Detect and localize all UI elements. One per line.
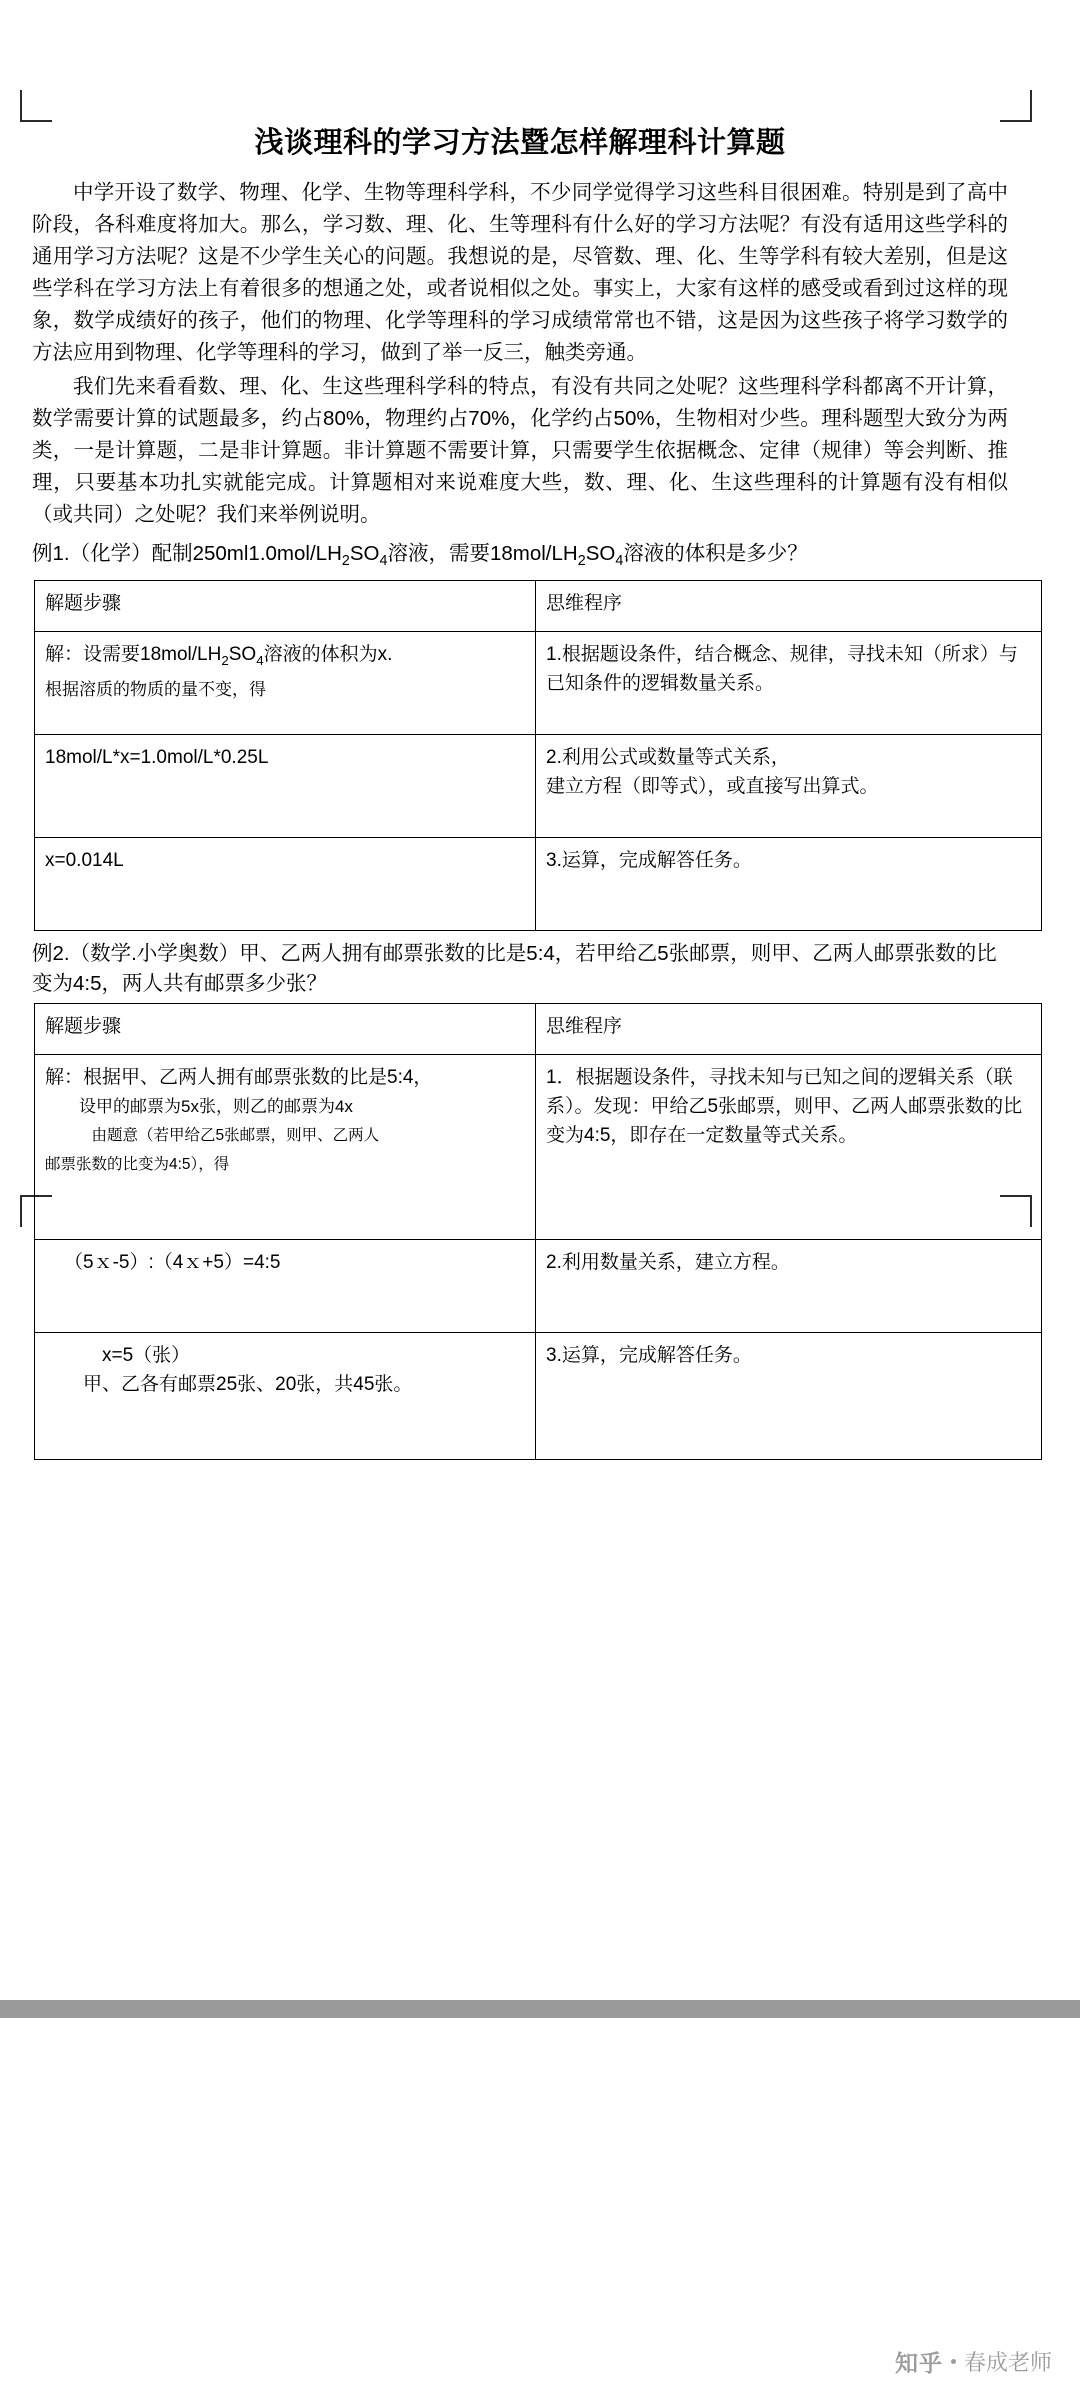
example-1-table <box>34 580 1042 931</box>
ex1-header-thinking: 思维程序 <box>536 581 1042 632</box>
ex1-r2-right-line2: 建立方程（即等式），或直接写出算式。 <box>546 776 879 798</box>
ex1-sub-f: 4 <box>615 553 624 570</box>
table-row <box>35 1004 1042 1055</box>
ex2-r3-line1: x=5（张） <box>102 1345 191 1367</box>
ex2-row2-left: （5ｘ-5）:（4ｘ+5）=4:5 <box>35 1240 536 1333</box>
ex1-r1-so: SO <box>228 644 257 666</box>
crop-mark-top-left <box>20 90 52 122</box>
ex1-text-c: SO <box>349 542 380 565</box>
watermark-username: 春成老师 <box>963 2350 1052 2375</box>
ex1-sub-c: 4 <box>379 553 388 570</box>
table-row <box>35 581 1042 632</box>
ex2-row3-right: 3.运算，完成解答任务。 <box>536 1333 1042 1460</box>
ex1-text-b: H <box>327 542 342 565</box>
page-title: 浅谈理科的学习方法暨怎样解理科计算题 <box>254 127 786 159</box>
ex2-row1-right: 1．根据题设条件，寻找未知与已知之间的逻辑关系（联系）。发现：甲给乙5张邮票，则甲、乙两人邮票张数的比变为4:5，即存在一定数量等式关系。 <box>536 1055 1042 1240</box>
ex1-text-e: H <box>562 542 578 565</box>
ex1-sub-b: 2 <box>341 553 350 570</box>
ex2-r1-line2: 设甲的邮票为5x张，则乙的邮票为4x <box>79 1097 353 1117</box>
table-row <box>35 1333 1042 1460</box>
ex2-row2-right: 2.利用数量关系，建立方程。 <box>536 1240 1042 1333</box>
ex1-row2-left: 18mol/L*x=1.0mol/L*0.25L <box>35 735 536 838</box>
separator-dot-icon <box>951 2359 956 2364</box>
ex1-r2-right-line1: 2.利用公式或数量等式关系， <box>546 747 790 769</box>
ex1-row3-left: x=0.014L <box>35 838 536 931</box>
ex1-r1-tail: 溶液的体积为x. <box>263 644 393 666</box>
ex1-r1-line2: 根据溶质的物质的量不变，得 <box>45 679 266 699</box>
ex1-sub-e: 2 <box>577 553 586 570</box>
ex2-row1-left <box>35 1055 536 1240</box>
ex1-text-f: SO <box>585 542 616 565</box>
ex1-row3-right: 3.运算，完成解答任务。 <box>536 838 1042 931</box>
ex1-r1-h: H <box>207 644 222 666</box>
ex2-r1-line3: 由题意（若甲给乙5张邮票，则甲、乙两人 <box>91 1127 380 1145</box>
ex1-r1-h2: 2 <box>221 652 229 668</box>
table-row <box>35 838 1042 931</box>
ex1-row2-right <box>536 735 1042 838</box>
zhihu-watermark <box>895 2345 1052 2378</box>
ex1-r1-main: 解：设需要18mol/L <box>45 644 208 666</box>
crop-mark-top-right <box>1000 90 1032 122</box>
ex2-row3-left <box>35 1333 536 1460</box>
below-page-area <box>0 2018 1080 2400</box>
example-2-table <box>34 1003 1042 1460</box>
ex1-row1-left <box>35 632 536 735</box>
document-content <box>20 120 1023 1466</box>
ex2-r1-line4: 邮票张数的比变为4:5），得 <box>45 1156 230 1174</box>
table-row <box>35 1240 1042 1333</box>
example-2-intro: 例2.（数学.小学奥数）甲、乙两人拥有邮票张数的比是5:4，若甲给乙5张邮票，则甲、乙两人邮票张数的比变为4:5，两人共有邮票多少张？ <box>32 942 997 996</box>
ex1-text-g: 溶液的体积是多少？ <box>623 542 808 565</box>
ex1-header-steps: 解题步骤 <box>35 581 536 632</box>
table-row <box>35 632 1042 735</box>
page-edge-band <box>0 2000 1080 2018</box>
ex2-header-steps: 解题步骤 <box>35 1004 536 1055</box>
paragraph-1: 中学开设了数学、物理、化学、生物等理科学科，不少同学觉得学习这些科目很困难。特别是到了高中阶段，各科难度将加大。那么，学习数、理、化、生等理科有什么好的学习方法呢？有没有适用这些学科的通用学习方法呢？这是不少学生关心的问题。我想说的是，尽管数、理、化、生等学科有较大差别，但是这些学科在学习方法上有着很多的想通之处，或者说相似之处。事实上，大家有这样的感受或看到过这样的现象，数学成绩好的孩子，他们的物理、化学等理科的学习成绩常常也不错，这是因为这些孩子将学习数学的方法应用到物理、化学等理科的学习，做到了举一反三，触类旁通。 <box>32 181 1008 364</box>
zhihu-logo: 知乎 <box>894 2350 943 2376</box>
ex1-text-d: 溶液，需要18mol/L <box>387 542 563 565</box>
ex1-text-a: 例1.（化学）配制250ml1.0mol/L <box>32 542 328 565</box>
ex2-r3-line2: 甲、乙各有邮票25张、20张，共45张。 <box>83 1374 413 1396</box>
example-1-intro <box>20 539 1020 576</box>
ex2-r1-line1: 解：根据甲、乙两人拥有邮票张数的比是5:4， <box>45 1067 433 1089</box>
ex1-r1-so4: 4 <box>256 652 264 668</box>
ex1-row1-right: 1.根据题设条件，结合概念、规律，寻找未知（所求）与已知条件的逻辑数量关系。 <box>536 632 1042 735</box>
table-row <box>35 1055 1042 1240</box>
paragraph-2: 我们先来看看数、理、化、生这些理科学科的特点，有没有共同之处呢？这些理科学科都离不开计算，数学需要计算的试题最多，约占80%，物理约占70%，化学约占50%，生物相对少些。理科题型大致分为两类，一是计算题，二是非计算题。非计算题不需要计算，只需要学生依据概念、定律（规律）等会判断、推理，只要基本功扎实就能完成。计算题相对来说难度大些，数、理、化、生这些理科的计算题有没有相似（或共同）之处呢？我们来举例说明。 <box>32 375 1008 526</box>
table-row <box>35 735 1042 838</box>
ex2-header-thinking: 思维程序 <box>536 1004 1042 1055</box>
